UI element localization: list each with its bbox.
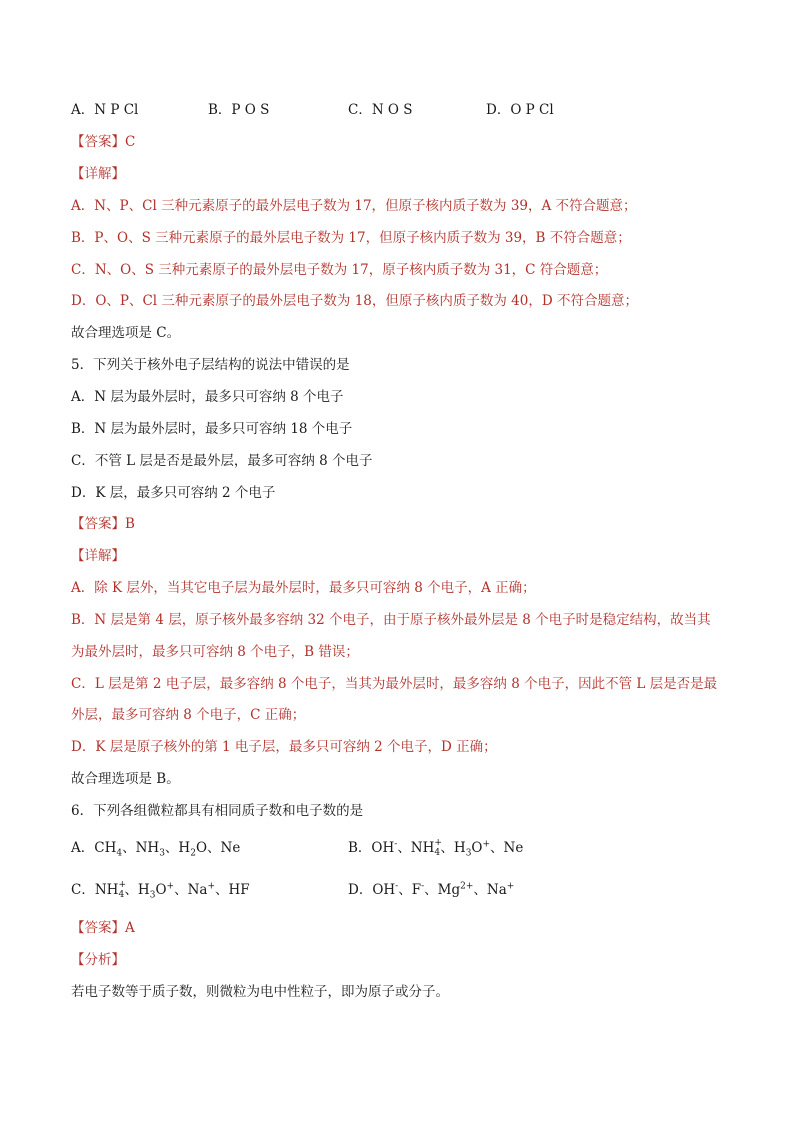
q6-answer: 【答案】A <box>71 920 135 936</box>
q6-option-c: C．NH + 4 、$H_3O^+$、Na+、HF <box>71 880 250 901</box>
q6-option-a: A．$CH_4$、$NH_3$、$H_2O$、Ne <box>71 840 241 859</box>
q5-stem: 5．下列关于核外电子层结构的说法中错误的是 <box>71 357 350 373</box>
q4-explain-line: A．N、P、Cl 三种元素原子的最外层电子数为 17，但原子核内质子数为 39，A 不符合题意； <box>71 198 637 214</box>
q5-explain-head: 【详解】 <box>71 548 125 564</box>
q6-stem: 6．下列各组微粒都具有相同质子数和电子数的是 <box>71 803 364 819</box>
q5-conclusion: 故合理选项是 B。 <box>71 771 180 787</box>
q4-answer: 【答案】C <box>71 134 136 150</box>
q4-option-a: A．N P Cl <box>71 102 139 118</box>
q5-explain-line: D．K 层是原子核外的第 1 电子层，最多只可容纳 2 个电子，D 正确； <box>71 739 497 755</box>
q6-analysis-head: 【分析】 <box>71 952 125 968</box>
q4-option-b: B．P O S <box>208 102 270 118</box>
q4-option-c: C．N O S <box>348 102 413 118</box>
q4-conclusion: 故合理选项是 C。 <box>71 325 181 341</box>
q4-option-d: D．O P Cl <box>486 102 554 118</box>
q5-option-a: A．N 层为最外层时，最多只可容纳 8 个电子 <box>71 389 344 405</box>
q5-answer: 【答案】B <box>71 516 135 532</box>
q5-option-d: D．K 层，最多只可容纳 2 个电子 <box>71 485 276 501</box>
q5-explain-line: B．N 层是第 4 层，原子核外最多容纳 32 个电子，由于原子核外最外层是 8 个电子时是稳定结构，故当其 <box>71 612 711 628</box>
q4-explain-line: C．N、O、S 三种元素原子的最外层电子数为 17，原子核内质子数为 31，C 符合题意； <box>71 262 608 278</box>
q6-analysis: 若电子数等于质子数，则微粒为电中性粒子，即为原子或分子。 <box>71 984 449 1000</box>
q6-option-d: D．OH-、F-、$Mg^{2+}$、Na+ <box>348 881 515 898</box>
q5-explain-line: C．L 层是第 2 电子层，最多容纳 8 个电子，当其为最外层时，最多容纳 8 个电子，因此不管 L 层是否是最 <box>71 676 718 692</box>
q5-option-b: B．N 层为最外层时，最多只可容纳 18 个电子 <box>71 421 353 437</box>
q5-option-c: C．不管 L 层是否是最外层，最多可容纳 8 个电子 <box>71 453 373 469</box>
q5-explain-line: A．除 K 层外，当其它电子层为最外层时，最多只可容纳 8 个电子，A 正确； <box>71 580 536 596</box>
q6-option-b: B．OH-、NH + 4 、$H_3O^+$、Ne <box>348 838 524 859</box>
q4-explain-line: D．O、P、Cl 三种元素原子的最外层电子数为 18，但原子核内质子数为 40，D 不符合题意； <box>71 293 638 309</box>
q5-explain-line: 外层，最多可容纳 8 个电子，C 正确； <box>71 707 306 723</box>
q5-explain-line: 为最外层时，最多只可容纳 8 个电子，B 错误； <box>71 644 359 660</box>
q4-explain-line: B．P、O、S 三种元素原子的最外层电子数为 17，但原子核内质子数为 39，B 不符合题意； <box>71 230 631 246</box>
q4-explain-head: 【详解】 <box>71 166 125 182</box>
